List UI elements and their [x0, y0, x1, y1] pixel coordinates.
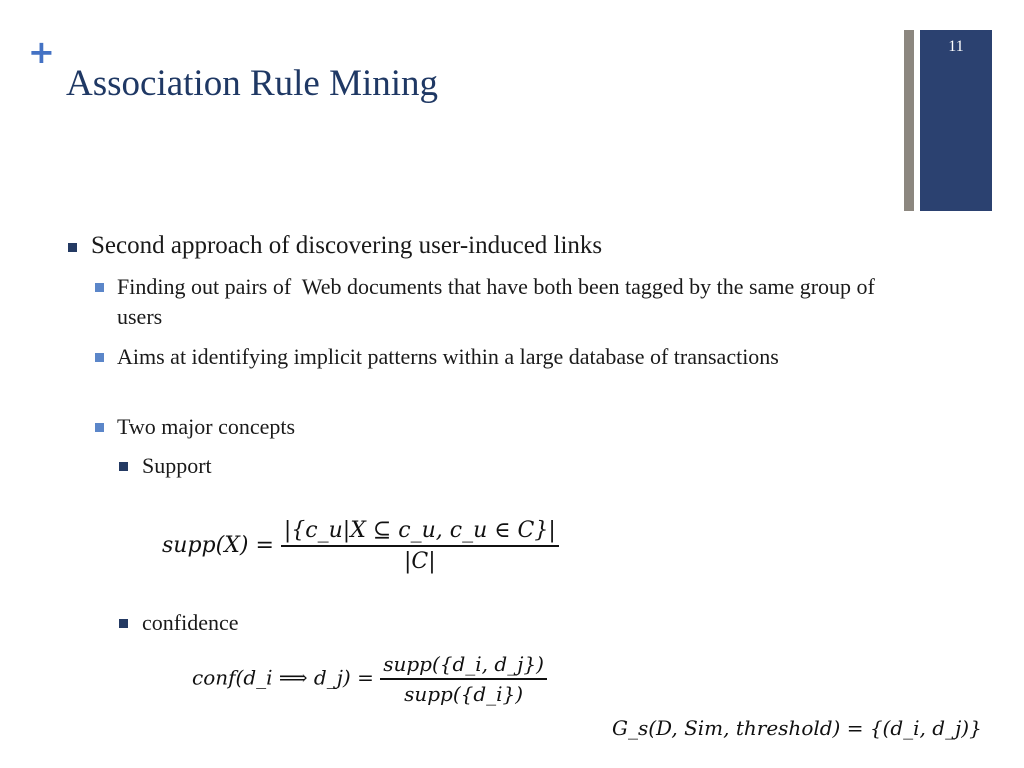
- confidence-fraction: [380, 652, 547, 706]
- square-bullet-icon: [119, 619, 128, 628]
- sub-bullet-two-concepts: [95, 412, 885, 442]
- bullet-text: Support: [142, 453, 212, 478]
- decorative-gray-bar: [904, 30, 914, 211]
- graph-formula: G_s(D, Sim, threshold) = {(d_i, d_j)}: [612, 716, 982, 740]
- plus-icon: +: [28, 33, 55, 71]
- support-formula: [162, 518, 559, 574]
- confidence-formula: [192, 652, 547, 706]
- confidence-formula-lhs: conf(d_i ⟹ d_j) =: [192, 665, 374, 690]
- square-bullet-icon: [95, 423, 104, 432]
- slide-number: 11: [948, 38, 964, 55]
- square-bullet-icon: [95, 283, 104, 292]
- concept-confidence: [119, 608, 239, 638]
- sub-bullet-implicit-patterns: [95, 342, 885, 372]
- support-denominator: |C|: [403, 549, 436, 574]
- bullet-text: Second approach of discovering user-induced links: [91, 232, 603, 259]
- bullet-text: confidence: [142, 610, 239, 635]
- slide-title: Association Rule Mining: [66, 63, 439, 104]
- sub-bullet-finding-pairs: [95, 272, 885, 332]
- square-bullet-icon: [68, 243, 77, 252]
- concept-support: [119, 451, 212, 481]
- bullet-main: [68, 231, 602, 261]
- square-bullet-icon: [95, 353, 104, 362]
- bullet-text: Two major concepts: [117, 414, 296, 439]
- square-bullet-icon: [119, 462, 128, 471]
- bullet-text: Finding out pairs of Web documents that have both been tagged by the same group of users: [117, 274, 881, 329]
- confidence-denominator: supp({d_i}): [404, 682, 524, 706]
- support-fraction: [281, 518, 559, 574]
- confidence-numerator: supp({d_i, d_j}): [380, 652, 547, 680]
- support-numerator: |{c_u|X ⊆ c_u, c_u ∈ C}|: [281, 518, 559, 547]
- bullet-text: Aims at identifying implicit patterns within a large database of transactions: [117, 344, 779, 369]
- support-formula-lhs: supp(X) =: [162, 533, 274, 558]
- decorative-navy-bar: [920, 30, 992, 211]
